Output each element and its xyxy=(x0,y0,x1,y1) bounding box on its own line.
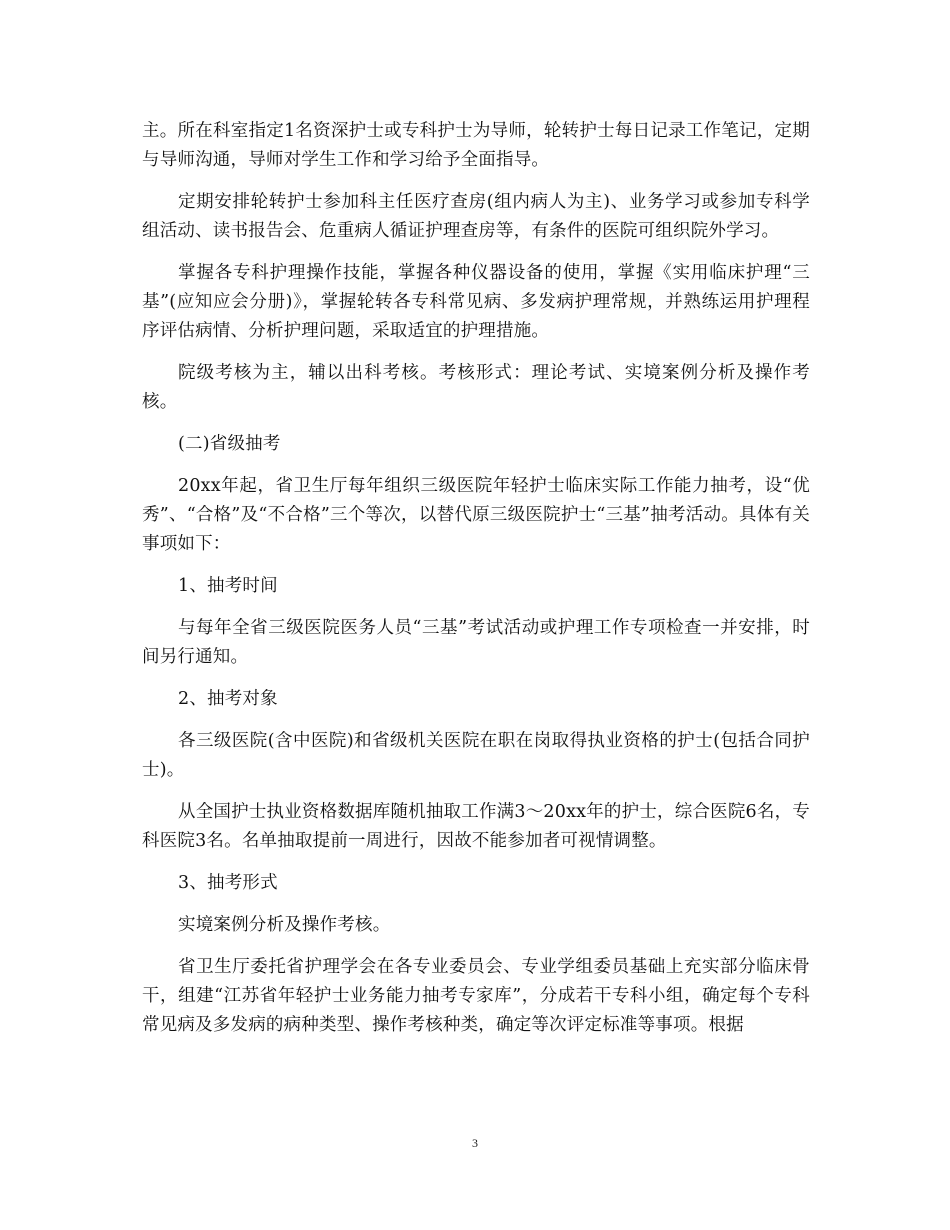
subsection-heading: 3、抽考形式 xyxy=(178,873,278,893)
paragraph: 各三级医院(含中医院)和省级机关医院在职在岗取得执业资格的护士(包括合同护士)。 xyxy=(142,731,810,780)
paragraph: 实境案例分析及操作考核。 xyxy=(178,915,391,935)
paragraph: 与每年全省三级医院医务人员“三基”考试活动或护理工作专项检查一并安排，时间另行通知。 xyxy=(142,618,810,667)
paragraph: 省卫生厅委托省护理学会在各专业委员会、专业学组委员基础上充实部分临床骨干，组建“江苏省年轻护士业务能力抽考专家库”，分成若干专科小组，确定每个专科常见病及多发病的病种类型、操作考核种类，确定等次评定标准等事项。根据 xyxy=(142,957,810,1035)
paragraph: 院级考核为主，辅以出科考核。考核形式：理论考试、实境案例分析及操作考核。 xyxy=(142,363,810,412)
document-body xyxy=(142,117,810,1053)
paragraph: 掌握各专科护理操作技能，掌握各种仪器设备的使用，掌握《实用临床护理“三基”(应知应会分册)》，掌握轮转各专科常见病、多发病护理常规，并熟练运用护理程序评估病情、分析护理问题，采取适宜的护理措施。 xyxy=(142,263,810,341)
paragraph: 定期安排轮转护士参加科主任医疗查房(组内病人为主)、业务学习或参加专科学组活动、读书报告会、危重病人循证护理查房等，有条件的医院可组织院外学习。 xyxy=(142,192,810,241)
subsection-heading: 2、抽考对象 xyxy=(178,689,278,709)
paragraph: 主。所在科室指定1名资深护士或专科护士为导师，轮转护士每日记录工作笔记，定期与导师沟通，导师对学生工作和学习给予全面指导。 xyxy=(142,121,810,170)
section-heading: (二)省级抽考 xyxy=(178,434,281,454)
subsection-heading: 1、抽考时间 xyxy=(178,576,278,596)
paragraph: 从全国护士执业资格数据库随机抽取工作满3～20xx年的护士，综合医院6名，专科医院3名。名单抽取提前一周进行，因故不能参加者可视情调整。 xyxy=(142,802,810,851)
page-number: 3 xyxy=(472,1136,478,1150)
paragraph: 20xx年起，省卫生厅每年组织三级医院年轻护士临床实际工作能力抽考，设“优秀”、“合格”及“不合格”三个等次，以替代原三级医院护士“三基”抽考活动。具体有关事项如下： xyxy=(142,476,810,554)
